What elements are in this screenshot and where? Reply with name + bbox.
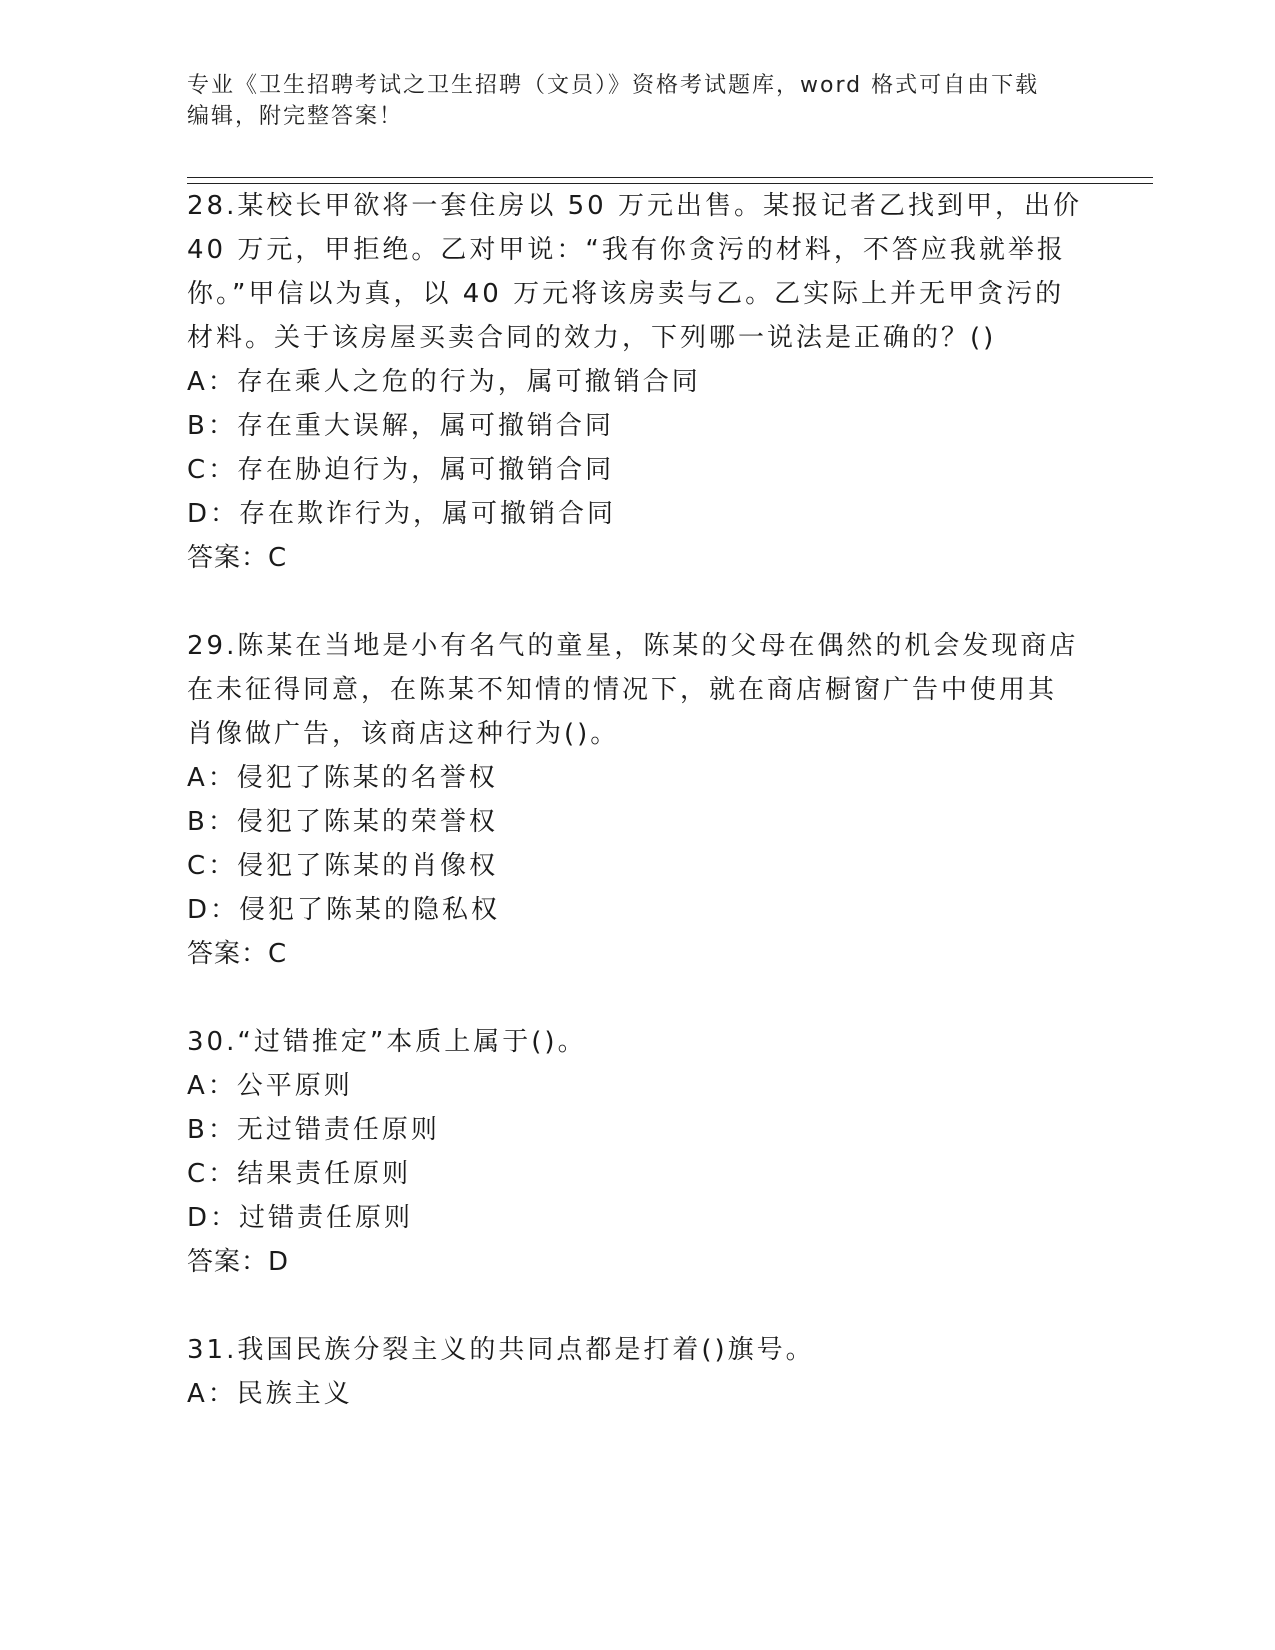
question-30-option-a: A：公平原则 (187, 1071, 353, 1101)
question-28-stem-line-1: 28.某校长甲欲将一套住房以 50 万元出售。某报记者乙找到甲，出价 (187, 191, 1082, 221)
question-29-option-b: B：侵犯了陈某的荣誉权 (187, 807, 498, 837)
document-header (187, 70, 1067, 132)
question-31-stem-line-1: 31.我国民族分裂主义的共同点都是打着()旗号。 (187, 1335, 815, 1365)
question-30-answer: 答案：D (187, 1247, 290, 1277)
question-29-stem-line-1: 29.陈某在当地是小有名气的童星，陈某的父母在偶然的机会发现商店 (187, 631, 1079, 661)
question-29-stem-line-2: 在未征得同意，在陈某不知情的情况下，就在商店橱窗广告中使用其 (187, 675, 1058, 705)
question-30-stem-line-1: 30.“过错推定”本质上属于()。 (187, 1027, 587, 1057)
question-29-stem-line-3: 肖像做广告，该商店这种行为()。 (187, 719, 620, 749)
header-rule-bottom (187, 183, 1153, 184)
question-28-stem-line-4: 材料。关于该房屋买卖合同的效力，下列哪一说法是正确的？() (187, 323, 997, 353)
question-28-option-d: D：存在欺诈行为，属可撤销合同 (187, 499, 617, 529)
question-31-option-a: A：民族主义 (187, 1379, 353, 1409)
question-29-option-c: C：侵犯了陈某的肖像权 (187, 851, 499, 881)
question-30-option-c: C：结果责任原则 (187, 1159, 412, 1189)
header-line-2: 编辑，附完整答案！ (187, 104, 404, 129)
question-29-answer: 答案：C (187, 939, 288, 969)
question-28-answer: 答案：C (187, 543, 288, 573)
question-30-option-d: D：过错责任原则 (187, 1203, 414, 1233)
question-28-option-b: B：存在重大误解，属可撤销合同 (187, 411, 614, 441)
header-line-1: 专业《卫生招聘考试之卫生招聘（文员）》资格考试题库，word 格式可自由下载 (187, 73, 1040, 98)
question-28-stem-line-3: 你。”甲信以为真，以 40 万元将该房卖与乙。乙实际上并无甲贪污的 (187, 279, 1065, 309)
question-30-option-b: B：无过错责任原则 (187, 1115, 440, 1145)
question-28-option-c: C：存在胁迫行为，属可撤销合同 (187, 455, 615, 485)
question-29-option-a: A：侵犯了陈某的名誉权 (187, 763, 498, 793)
question-28-stem-line-2: 40 万元，甲拒绝。乙对甲说：“我有你贪污的材料，不答应我就举报 (187, 235, 1066, 265)
question-28-option-a: A：存在乘人之危的行为，属可撤销合同 (187, 367, 701, 397)
question-29-option-d: D：侵犯了陈某的隐私权 (187, 895, 501, 925)
header-rule-top (187, 177, 1153, 178)
